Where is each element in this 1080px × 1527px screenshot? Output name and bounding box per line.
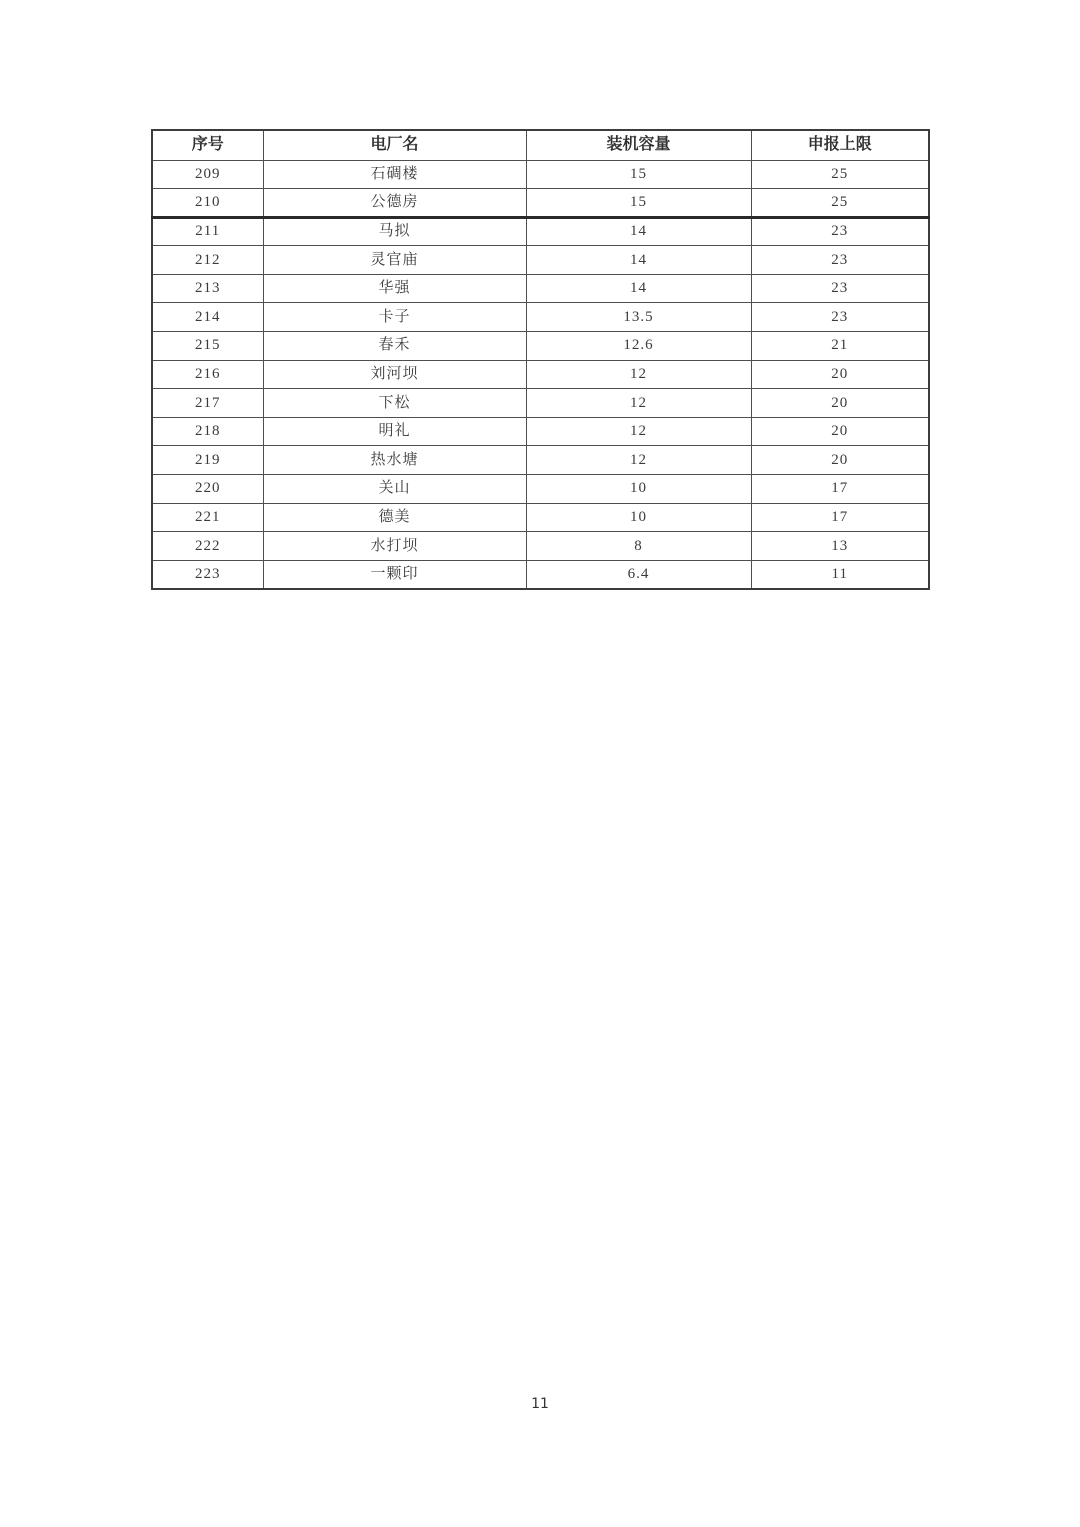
table-cell: 23 (751, 217, 929, 246)
table-cell: 220 (152, 475, 263, 504)
power-plant-table (151, 129, 930, 590)
table-row (152, 532, 929, 561)
table-cell: 14 (526, 274, 751, 303)
table-cell: 17 (751, 503, 929, 532)
table-cell: 11 (751, 560, 929, 589)
table-cell: 21 (751, 332, 929, 361)
table-cell: 213 (152, 274, 263, 303)
table-cell: 215 (152, 332, 263, 361)
table-cell: 217 (152, 389, 263, 418)
table-row (152, 475, 929, 504)
table-cell: 13 (751, 532, 929, 561)
table-cell: 石碉楼 (263, 160, 526, 189)
table-cell: 209 (152, 160, 263, 189)
table-row (152, 303, 929, 332)
table-cell: 12 (526, 446, 751, 475)
table-cell: 公德房 (263, 189, 526, 218)
table-cell: 春禾 (263, 332, 526, 361)
table-cell: 23 (751, 246, 929, 275)
table-header-row (152, 130, 929, 160)
header-plant-name: 电厂名 (263, 130, 526, 160)
table-cell: 214 (152, 303, 263, 332)
table-cell: 20 (751, 446, 929, 475)
page-number: 11 (531, 1396, 549, 1412)
table-cell: 14 (526, 217, 751, 246)
table-row (152, 246, 929, 275)
table-cell: 关山 (263, 475, 526, 504)
table-cell: 15 (526, 160, 751, 189)
table-cell: 25 (751, 189, 929, 218)
table-cell: 卡子 (263, 303, 526, 332)
table-cell: 17 (751, 475, 929, 504)
table-row (152, 417, 929, 446)
table-cell: 一颗印 (263, 560, 526, 589)
table-cell: 210 (152, 189, 263, 218)
table-cell: 212 (152, 246, 263, 275)
table-cell: 6.4 (526, 560, 751, 589)
table-cell: 12 (526, 360, 751, 389)
table-cell: 221 (152, 503, 263, 532)
table-row (152, 446, 929, 475)
table-row (152, 160, 929, 189)
table-cell: 8 (526, 532, 751, 561)
table-cell: 10 (526, 475, 751, 504)
table-cell: 219 (152, 446, 263, 475)
table-body (152, 160, 929, 589)
header-serial-number: 序号 (152, 130, 263, 160)
table-cell: 刘河坝 (263, 360, 526, 389)
table-cell: 223 (152, 560, 263, 589)
table-row (152, 274, 929, 303)
table-cell: 12 (526, 389, 751, 418)
table-cell: 12 (526, 417, 751, 446)
table-cell: 13.5 (526, 303, 751, 332)
table-cell: 马拟 (263, 217, 526, 246)
table-cell: 明礼 (263, 417, 526, 446)
table-cell: 14 (526, 246, 751, 275)
table-row (152, 332, 929, 361)
table-cell: 23 (751, 274, 929, 303)
table-cell: 23 (751, 303, 929, 332)
table-row (152, 360, 929, 389)
table-cell: 华强 (263, 274, 526, 303)
table-row (152, 217, 929, 246)
table-cell: 20 (751, 417, 929, 446)
table-row (152, 560, 929, 589)
table-cell: 德美 (263, 503, 526, 532)
table-cell: 10 (526, 503, 751, 532)
header-declaration-limit: 申报上限 (751, 130, 929, 160)
table-row (152, 503, 929, 532)
table-cell: 211 (152, 217, 263, 246)
table-cell: 水打坝 (263, 532, 526, 561)
table-cell: 20 (751, 389, 929, 418)
table-cell: 216 (152, 360, 263, 389)
table-cell: 12.6 (526, 332, 751, 361)
table-cell: 218 (152, 417, 263, 446)
table-cell: 222 (152, 532, 263, 561)
table-row (152, 389, 929, 418)
table-cell: 20 (751, 360, 929, 389)
table-row (152, 189, 929, 218)
table-cell: 下松 (263, 389, 526, 418)
table-cell: 灵官庙 (263, 246, 526, 275)
table-cell: 15 (526, 189, 751, 218)
header-installed-capacity: 装机容量 (526, 130, 751, 160)
table-cell: 25 (751, 160, 929, 189)
table-cell: 热水塘 (263, 446, 526, 475)
